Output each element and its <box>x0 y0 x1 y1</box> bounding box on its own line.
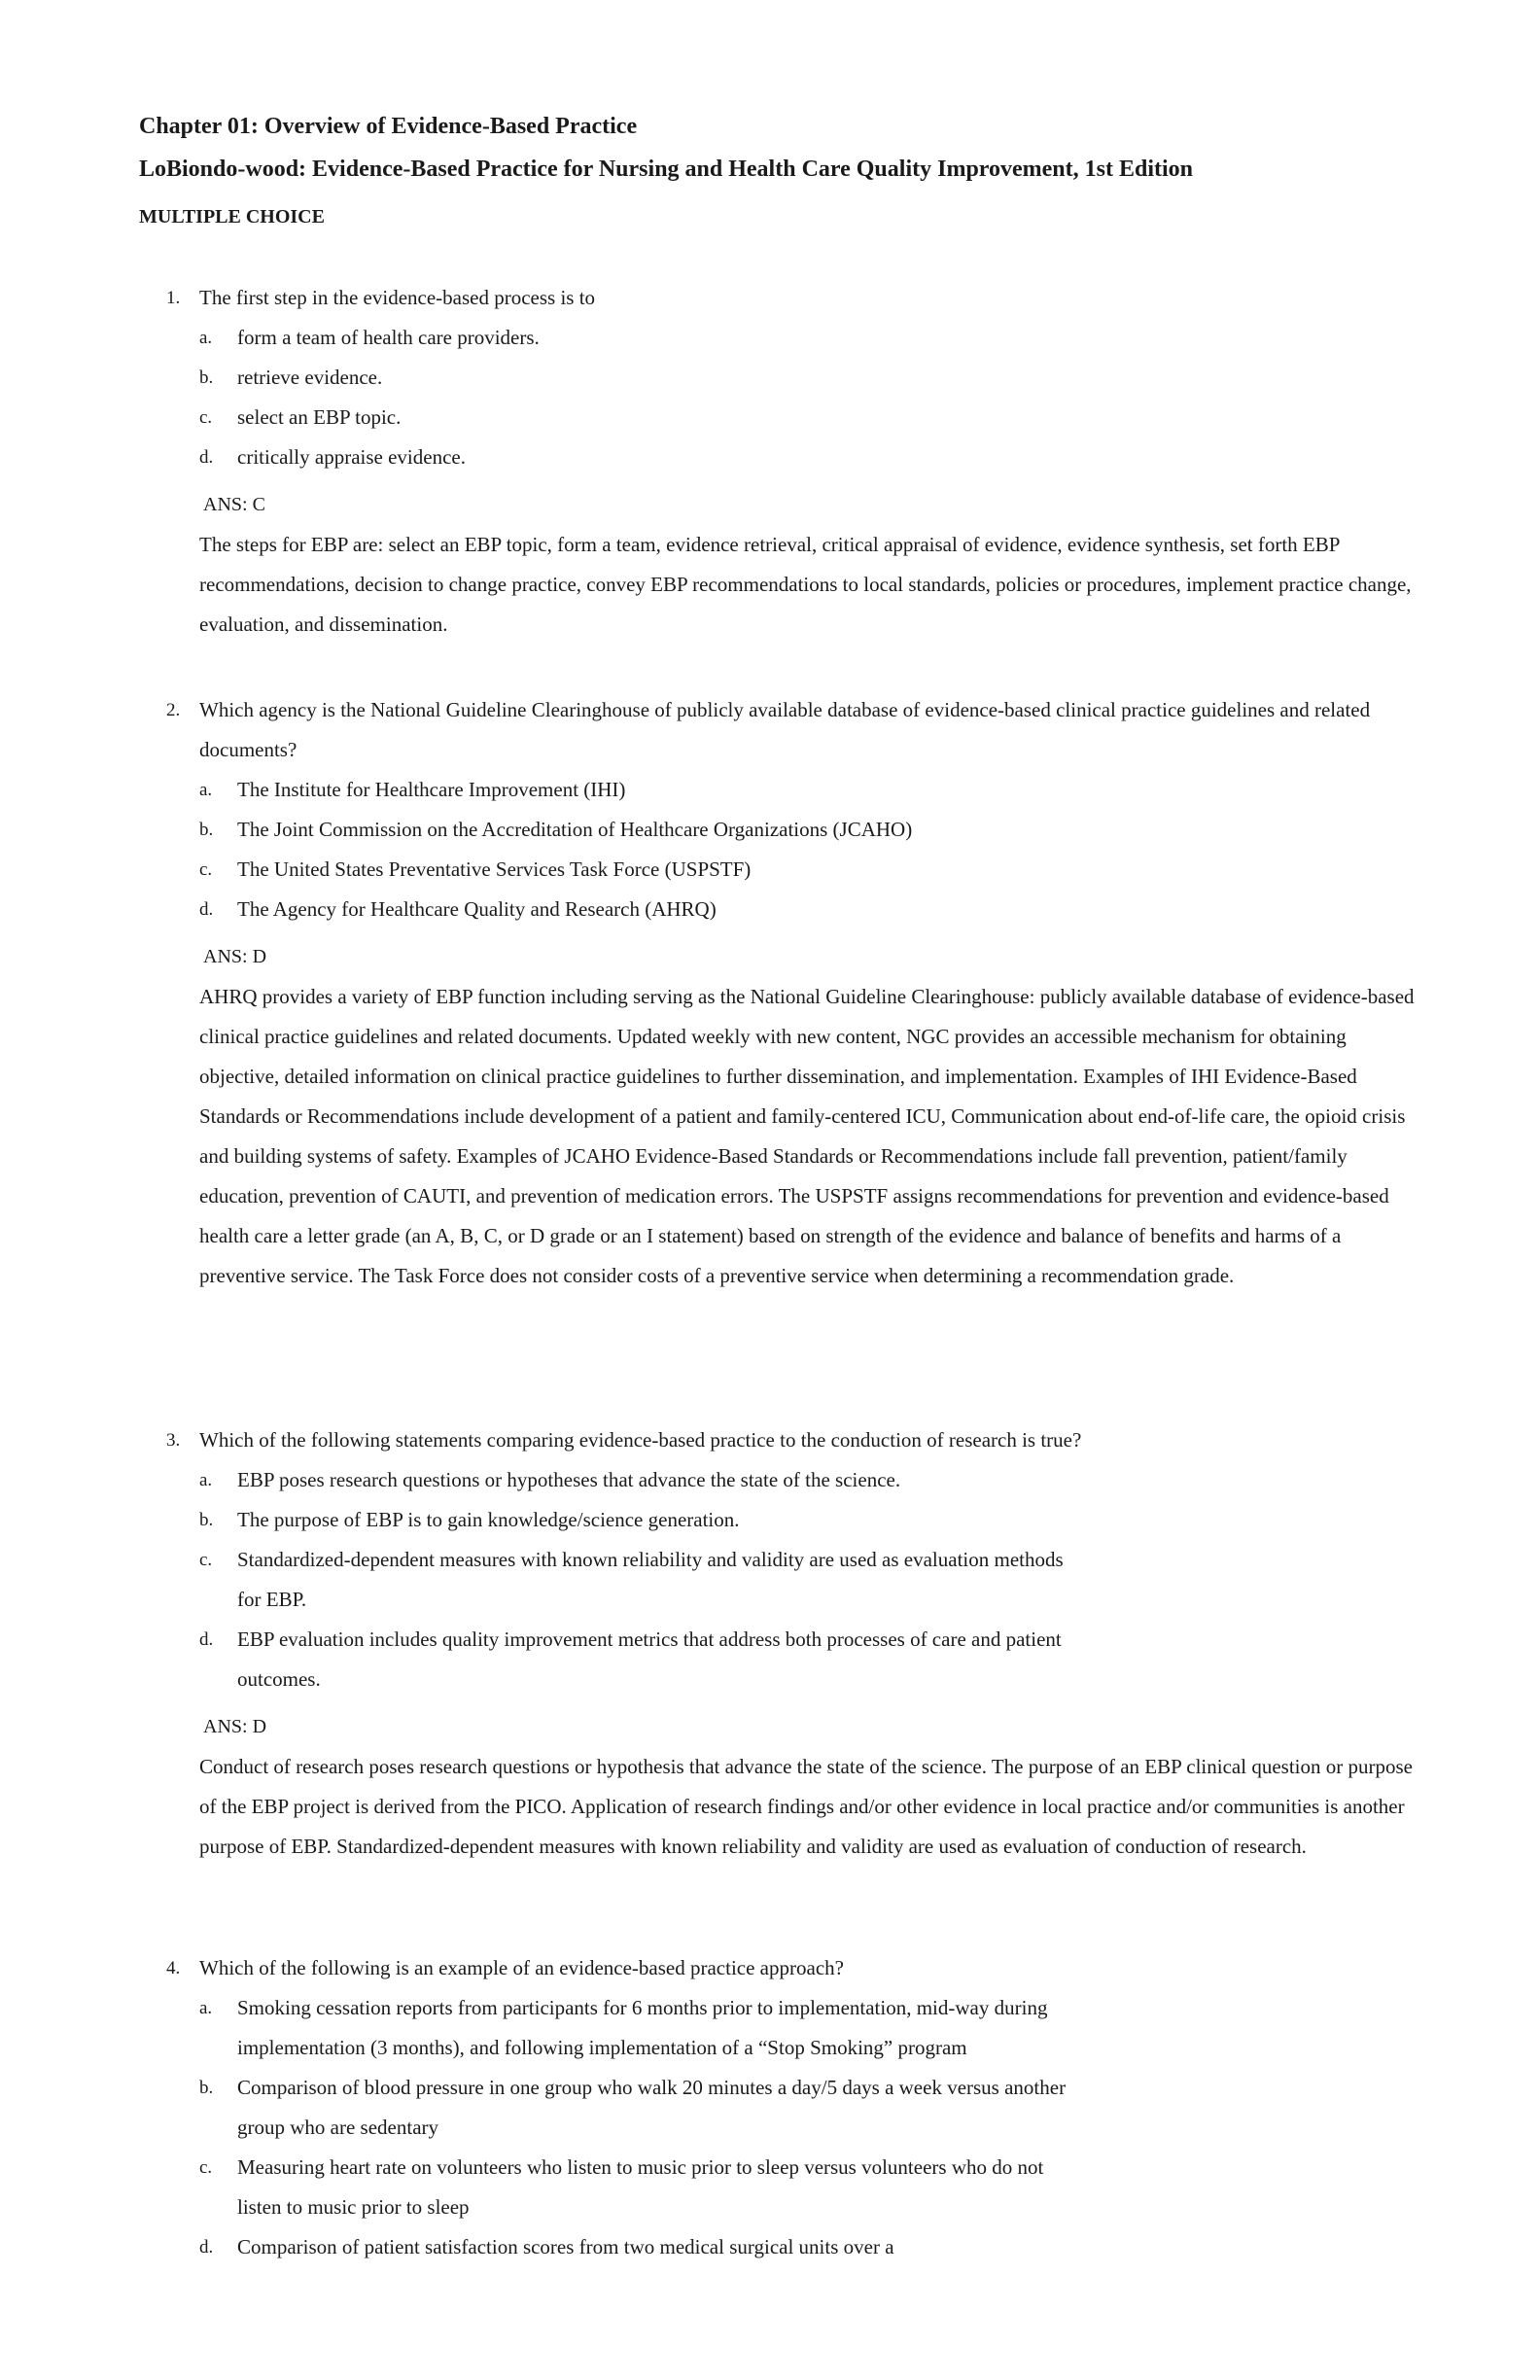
choice-text: The Institute for Healthcare Improvement (IHI) <box>237 778 626 801</box>
answer-key: ANS: D <box>203 1716 267 1737</box>
question-number: 2. <box>166 700 181 720</box>
chapter-title: Chapter 01: Overview of Evidence-Based Practice <box>139 114 638 139</box>
choice-letter: b. <box>199 820 214 840</box>
answer-rationale: AHRQ provides a variety of EBP function including serving as the National Guideline Clearinghouse: publicly available database of evidence-based clinical practice guidelines and related documents. Updated weekly with new content, NGC provides an accessible mechanism for obtaining objective, detailed information on clinical practice guidelines to further dissemination, and implementation. Examples of IHI Evidence-Based Standards or Recommendations include development of a patient and family-centered ICU, Communication about end-of-life care, the opioid crisis and building systems of safety. Examples of JCAHO Evidence-Based Standards or Recommendations include fall prevention, patient/family education, prevention of CAUTI, and prevention of medication errors. The USPSTF assigns recommendations for prevention and evidence-based health care a letter grade (an A, B, C, or D grade or an I statement) based on strength of the evidence and balance of benefits and harms of a preventive service. The Task Force does not consider costs of a preventive service when determining a recommendation grade. <box>199 985 1415 1287</box>
question-text: The first step in the evidence-based process is to <box>199 286 596 309</box>
choice-letter: d. <box>199 2237 214 2258</box>
answer-key: ANS: D <box>203 946 267 967</box>
choice-text: Comparison of blood pressure in one group who walk 20 minutes a day/5 days a week versus another group who are sedentary <box>237 2076 1067 2139</box>
question-number: 1. <box>166 288 181 308</box>
choice-b <box>139 810 1015 850</box>
choice-a <box>139 1988 1054 2068</box>
question-stem <box>139 1948 1422 1988</box>
question-text: Which agency is the National Guideline Clearinghouse of publicly available database of evidence-based clinical practice guidelines and related documents? <box>199 698 1371 761</box>
choice-letter: c. <box>199 2157 213 2178</box>
question-number: 3. <box>166 1430 181 1451</box>
choice-text: Measuring heart rate on volunteers who listen to music prior to sleep versus volunteers who do not listen to music prior to sleep <box>237 2155 1044 2219</box>
choice-text: Standardized-dependent measures with known reliability and validity are used as evaluation methods for EBP. <box>237 1548 1064 1611</box>
choice-letter: a. <box>199 1998 213 2018</box>
choice-letter: c. <box>199 407 213 428</box>
choice-b <box>139 2068 1083 2148</box>
choice-text: critically appraise evidence. <box>237 445 466 469</box>
choice-c <box>139 1540 1083 1620</box>
book-title: LoBiondo-wood: Evidence-Based Practice for Nursing and Health Care Quality Improvement, 1st Edition <box>139 157 1194 182</box>
choice-letter: b. <box>199 368 214 388</box>
choice-text: Smoking cessation reports from participants for 6 months prior to implementation, mid-way during implementation (3 months), and following implementation of a “Stop Smoking” program <box>237 1996 1048 2059</box>
document-header <box>139 109 1432 231</box>
answer-rationale: Conduct of research poses research questions or hypothesis that advance the state of the science. The purpose of an EBP clinical question or purpose of the EBP project is derived from the PICO. Application of research findings and/or other evidence in local practice and/or communities is another purpose of EBP. Standardized-dependent measures with known reliability and validity are used as evaluation of conduction of research. <box>199 1755 1413 1858</box>
question-stem <box>139 690 1422 770</box>
choice-c <box>139 850 1422 890</box>
answer-rationale: The steps for EBP are: select an EBP topic, form a team, evidence retrieval, critical appraisal of evidence, evidence synthesis, set forth EBP recommendations, decision to change practice, convey EBP recommendations to local standards, policies or procedures, implement practice change, evaluation, and dissemination. <box>199 533 1412 636</box>
choice-text: The purpose of EBP is to gain knowledge/science generation. <box>237 1508 740 1531</box>
choice-d <box>139 438 1422 477</box>
choice-text: EBP evaluation includes quality improvement metrics that address both processes of care and patient outcomes. <box>237 1628 1062 1691</box>
choice-text: EBP poses research questions or hypotheses that advance the state of the science. <box>237 1468 901 1491</box>
choice-letter: b. <box>199 2078 214 2098</box>
choice-letter: a. <box>199 328 213 348</box>
choice-d <box>139 2227 1422 2267</box>
choice-letter: d. <box>199 447 214 468</box>
choice-text: select an EBP topic. <box>237 405 402 429</box>
choice-d <box>139 890 1422 929</box>
question-text: Which of the following statements comparing evidence-based practice to the conduction of research is true? <box>199 1428 1082 1452</box>
choice-letter: c. <box>199 859 213 880</box>
choice-a <box>139 318 1422 358</box>
choice-b <box>139 1500 1422 1540</box>
choice-letter: d. <box>199 899 214 920</box>
choice-letter: a. <box>199 780 213 800</box>
choice-c <box>139 2148 1054 2227</box>
section-heading: MULTIPLE CHOICE <box>139 206 325 228</box>
choice-text: The Joint Commission on the Accreditation of Healthcare Organizations (JCAHO) <box>237 818 913 841</box>
choice-a <box>139 770 1422 810</box>
question-stem <box>139 1420 1422 1460</box>
choice-d <box>139 1620 1083 1699</box>
choice-text: The Agency for Healthcare Quality and Research (AHRQ) <box>237 897 717 921</box>
question-3 <box>139 1420 1422 1867</box>
choice-letter: d. <box>199 1629 214 1650</box>
question-text: Which of the following is an example of an evidence-based practice approach? <box>199 1956 844 1979</box>
choice-text: Comparison of patient satisfaction scores from two medical surgical units over a <box>237 2235 894 2258</box>
answer-key: ANS: C <box>203 494 265 515</box>
choice-a <box>139 1460 1422 1500</box>
choice-letter: c. <box>199 1550 213 1570</box>
question-stem <box>139 278 1422 318</box>
question-number: 4. <box>166 1958 181 1978</box>
choice-c <box>139 398 1422 438</box>
choice-b <box>139 358 1422 398</box>
question-2 <box>139 690 1422 1296</box>
choice-text: retrieve evidence. <box>237 366 383 389</box>
choice-letter: a. <box>199 1470 213 1490</box>
choice-text: The United States Preventative Services Task Force (USPSTF) <box>237 858 752 881</box>
choice-text: form a team of health care providers. <box>237 326 540 349</box>
question-1 <box>139 278 1422 645</box>
choice-letter: b. <box>199 1510 214 1530</box>
question-4 <box>139 1948 1422 2267</box>
